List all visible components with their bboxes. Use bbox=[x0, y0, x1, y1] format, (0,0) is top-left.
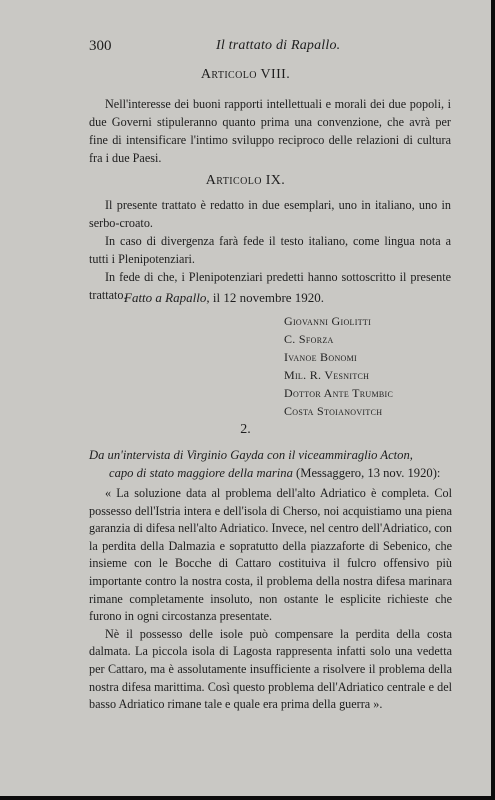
running-title: Il trattato di Rapallo. bbox=[216, 38, 341, 53]
article-9-paragraph-1: Il presente trattato è redatto in due esemplari, uno in italiano, uno in serbo-croato. bbox=[89, 198, 451, 230]
article-9-paragraph-2: In caso di divergenza farà fede il testo italiano, come lingua nota a tutti i Plenipotenziari. bbox=[89, 234, 451, 266]
article-8-paragraph: Nell'interesse dei buoni rapporti intellettuali e morali dei due popoli, i due Governi stipuleranno quanto prima una convenzione, che avrà per fine di intensificare l'intimo sviluppo reciproco delle relazioni di cultura fra i due Paesi. bbox=[89, 97, 451, 165]
quote-paragraph-2: Nè il possesso delle isole può compensare la perdita della costa dalmata. La piccola isola di Lagosta rappresenta infatti solo una vedetta per Cattaro, ma è assolutamente insufficiente a risolvere il problema della nostra difesa marittima. Così questo problema dell'Adriatico centrale e del basso Adriatico rimane tale e quale era prima della guerra ». bbox=[89, 626, 452, 712]
intro-source: (Messaggero, 13 nov. 1920): bbox=[296, 466, 441, 480]
interview-intro bbox=[89, 446, 452, 482]
signatory: Mil. R. Vesnitch bbox=[284, 368, 370, 382]
signatory: Costa Stoianovitch bbox=[284, 404, 383, 418]
article-9-paragraph-3: In fede di che, i Plenipotenziari predetti hanno sottoscritto il presente trattato. bbox=[89, 270, 451, 302]
interview-quote bbox=[89, 485, 452, 714]
intro-line-2 bbox=[89, 464, 452, 482]
article-9-text bbox=[89, 196, 451, 304]
place-date bbox=[124, 290, 324, 306]
place: Fatto a Rapallo, bbox=[124, 290, 210, 305]
intro-line-2-text: capo di stato maggiore della marina bbox=[109, 466, 293, 480]
article-8-heading: Articolo VIII. bbox=[200, 67, 291, 82]
signatory: C. Sforza bbox=[284, 332, 334, 346]
article-8-text bbox=[89, 95, 451, 167]
signatory: Dottor Ante Trumbic bbox=[284, 386, 394, 400]
signatory: Giovanni Giolitti bbox=[284, 314, 372, 328]
date: il 12 novembre 1920. bbox=[212, 290, 325, 305]
article-9-heading: Articolo IX. bbox=[205, 173, 286, 188]
signatory: Ivanoe Bonomi bbox=[284, 350, 357, 364]
intro-line-1: Da un'intervista di Virginio Gayda con il viceammiraglio Acton, bbox=[89, 448, 413, 462]
page-number: 300 bbox=[89, 38, 112, 54]
section-number: 2. bbox=[240, 422, 251, 437]
quote-paragraph-1: « La soluzione data al problema dell'alto Adriatico è completa. Col possesso dell'Istria intera e dell'isola di Cherso, noi acquistiamo una piena garanzia di difesa nell'alto Adriatico. Invece, nel centro dell'Adriatico, con la perdita della Dalmazia e sopratutto della piazzaforte di Sebenico, che insieme con le Bocche di Cattaro costituiva il fulcro offensivo più importante contro la nostra costa, il problema della nostra difesa marinara rimane completamente insoluto, non ostante le esplicite richieste che furono in ogni circostanza presentate. bbox=[89, 486, 452, 624]
